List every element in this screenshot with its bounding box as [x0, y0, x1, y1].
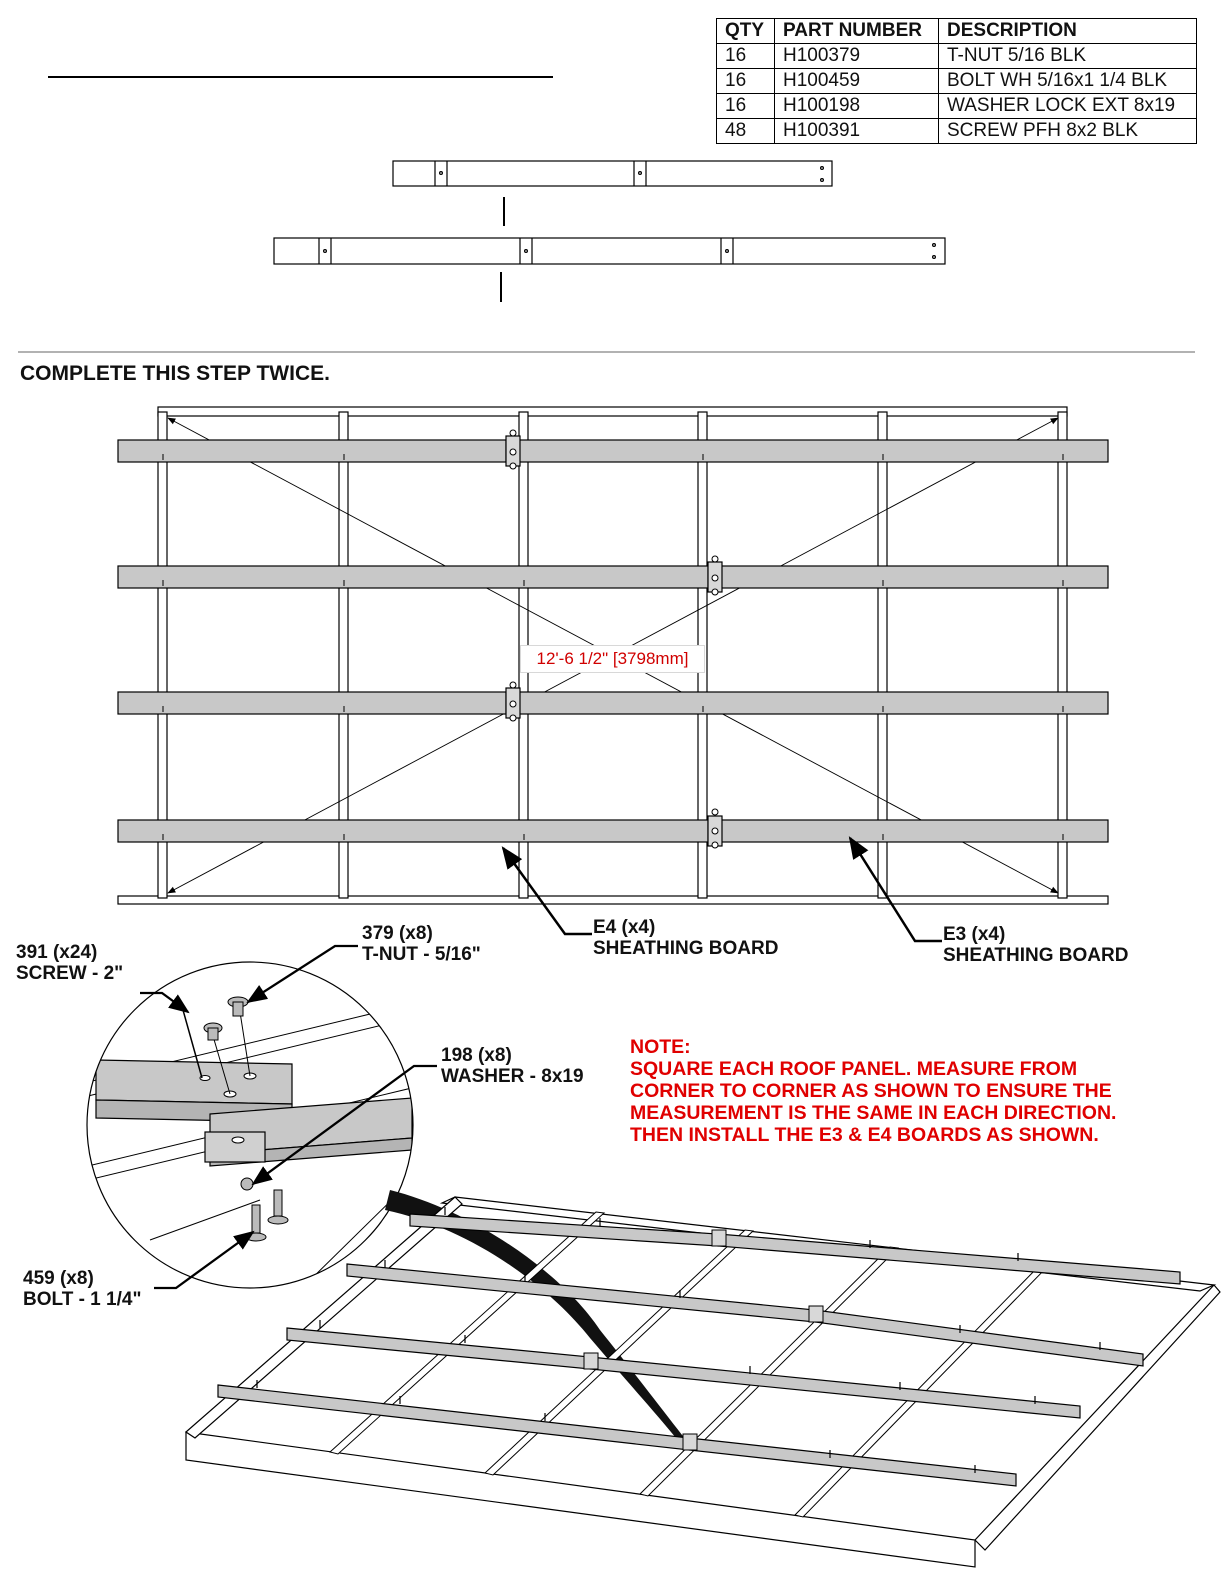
tnut-callout-name: T-NUT - 5/16"	[362, 944, 481, 965]
note-line: CORNER TO CORNER AS SHOWN TO ENSURE THE	[630, 1080, 1112, 1102]
header-description: DESCRIPTION	[939, 19, 1197, 44]
e4-board-part	[274, 238, 945, 264]
row-description: BOLT WH 5/16x1 1/4 BLK	[939, 69, 1197, 94]
e3-callout	[943, 924, 1128, 966]
row-qty: 16	[717, 44, 775, 69]
iso-frame	[186, 1197, 1220, 1567]
e4-callout-name: SHEATHING BOARD	[593, 938, 779, 959]
e4-leader	[503, 848, 592, 934]
e3-callout-qty: E3 (x4)	[943, 924, 1006, 945]
detail-view	[88, 997, 420, 1290]
bolt-callout-qty: 459 (x8)	[23, 1268, 94, 1289]
bolt-callout-name: BOLT - 1 1/4"	[23, 1289, 142, 1310]
screw-callout-qty: 391 (x24)	[16, 942, 98, 963]
row-part-number: H100459	[775, 69, 939, 94]
iso-boards	[218, 1214, 1180, 1486]
row-part-number: H100391	[775, 119, 939, 144]
note-title: NOTE:	[630, 1036, 691, 1058]
bolt-callout	[23, 1268, 141, 1310]
row-description: WASHER LOCK EXT 8x19	[939, 94, 1197, 119]
e3-callout-name: SHEATHING BOARD	[943, 945, 1129, 966]
washer-callout-name: WASHER - 8x19	[441, 1066, 584, 1087]
header-part-number: PART NUMBER	[775, 19, 939, 44]
roof-panel-isometric	[186, 1197, 1220, 1567]
step-title: COMPLETE THIS STEP TWICE.	[20, 362, 330, 385]
row-description: SCREW PFH 8x2 BLK	[939, 119, 1197, 144]
note-line: MEASUREMENT IS THE SAME IN EACH DIRECTION.	[630, 1102, 1117, 1124]
note-line: SQUARE EACH ROOF PANEL. MEASURE FROM	[630, 1058, 1078, 1080]
row-description: T-NUT 5/16 BLK	[939, 44, 1197, 69]
note-block	[630, 1036, 1116, 1146]
e3-leader	[850, 838, 942, 941]
header-qty: QTY	[717, 19, 775, 44]
note-line: THEN INSTALL THE E3 & E4 BOARDS AS SHOWN.	[630, 1124, 1099, 1146]
tnut-leader	[248, 946, 358, 1002]
row-qty: 48	[717, 119, 775, 144]
bolt-heads	[510, 430, 718, 848]
e4-callout	[593, 917, 778, 959]
sheathing-boards	[118, 440, 1108, 842]
row-part-number: H100198	[775, 94, 939, 119]
washer-callout	[441, 1045, 584, 1087]
screw-callout-name: SCREW - 2"	[16, 963, 124, 984]
tnut-callout	[362, 923, 481, 965]
screw-callout	[16, 942, 123, 984]
washer-callout-qty: 198 (x8)	[441, 1045, 512, 1066]
e3-board-part	[393, 161, 832, 186]
e4-callout-qty: E4 (x4)	[593, 917, 656, 938]
splice-plates	[506, 436, 722, 846]
iso-splices	[584, 1230, 823, 1450]
row-part-number: H100379	[775, 44, 939, 69]
screw-leader	[140, 993, 188, 1012]
row-qty: 16	[717, 69, 775, 94]
row-qty: 16	[717, 94, 775, 119]
tnut-callout-qty: 379 (x8)	[362, 923, 433, 944]
bolt-leader	[154, 1232, 253, 1288]
diagonal-dimension: 12'-6 1/2" [3798mm]	[520, 645, 705, 673]
